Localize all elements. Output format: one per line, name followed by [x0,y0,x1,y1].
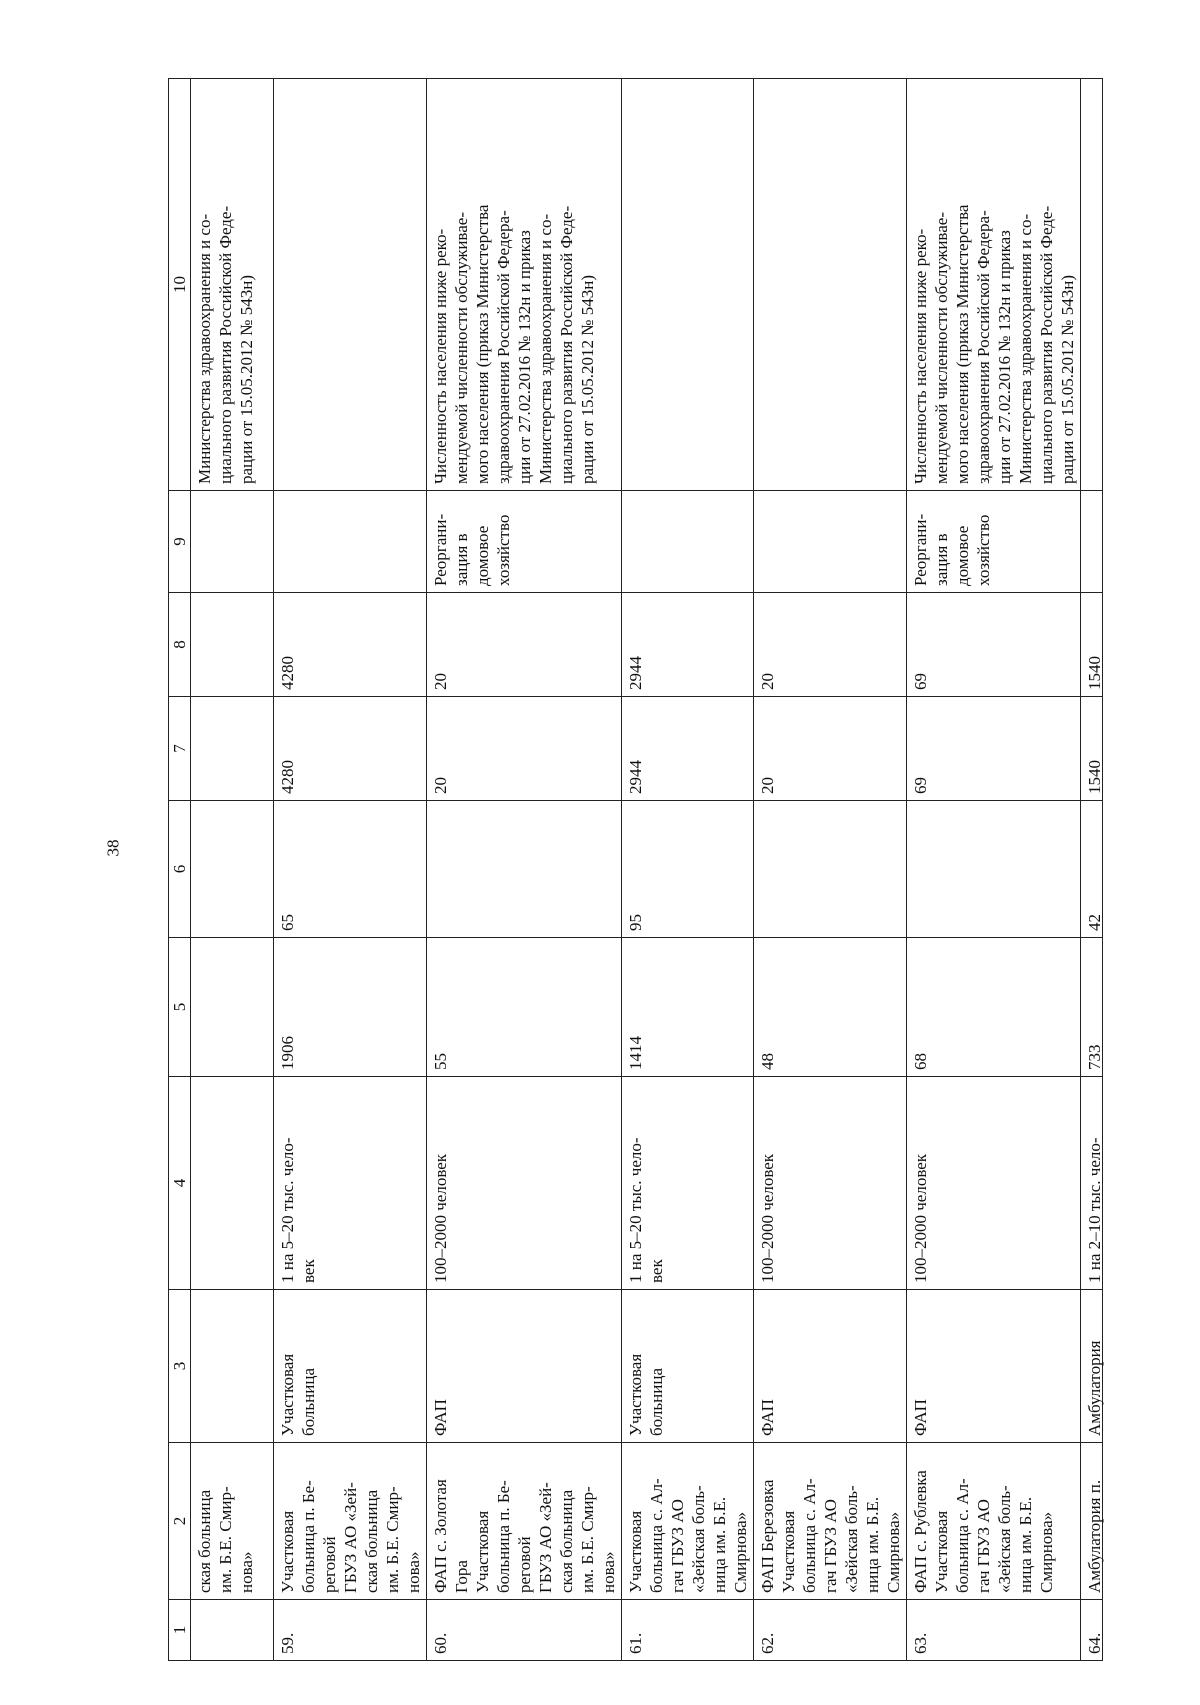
cell-text: 100–2000 человек [758,1153,777,1283]
cell-name [427,1443,622,1600]
cell-c8 [754,593,907,697]
cell-type [1081,1290,1103,1443]
cell-note [754,79,907,491]
cell-c5 [1081,938,1103,1077]
cell-c5 [622,938,754,1077]
facilities-table [168,78,1103,1661]
cell-c5 [191,938,274,1077]
cell-c6 [274,801,427,938]
cell-text: ФАП [758,1399,777,1436]
cell-name [754,1443,907,1600]
col-header: 4 [169,1077,191,1290]
cell-type [754,1290,907,1443]
cell-c9 [754,491,907,593]
cell-c9 [1081,491,1103,593]
col-header: 3 [169,1290,191,1443]
cell-text: ФАП Березовка Участковая больница с. Ал- гач ГБУЗ АО «Зейская боль- ница им. Б.Е. Смирнова» [758,1478,903,1593]
cell-text: Амбулатория [1085,1340,1104,1436]
cell-name [1081,1443,1103,1600]
cell-num [1081,1600,1103,1661]
cell-text: 1540 [1085,656,1104,690]
table-row [907,79,1081,1661]
cell-num [622,1600,754,1661]
cell-c5 [427,938,622,1077]
table-row [191,79,274,1661]
col-header: 1 [169,1600,191,1661]
col-header: 6 [169,801,191,938]
cell-note [907,79,1081,491]
column-number-header [169,79,191,1661]
table-row [622,79,754,1661]
cell-c7 [274,697,427,801]
cell-name [907,1443,1081,1600]
cell-text: 65 [278,914,297,931]
cell-c8 [191,593,274,697]
cell-norm [622,1077,754,1290]
cell-text: 2944 [626,656,645,690]
cell-c8 [622,593,754,697]
table-row [274,79,427,1661]
col-header: 8 [169,593,191,697]
cell-text: 68 [911,1053,930,1070]
cell-text: Участковая больница с. Ал- гач ГБУЗ АО «Зейская боль- ница им. Б.Е. Смирнова» [626,1478,750,1593]
cell-text: 733 [1085,1044,1104,1070]
cell-norm [907,1077,1081,1290]
cell-text: 4280 [278,656,297,690]
cell-c6 [427,801,622,938]
cell-text: 95 [626,914,645,931]
cell-text: 1906 [278,1036,297,1070]
cell-c8 [274,593,427,697]
cell-text: ФАП [911,1399,930,1436]
col-header: 7 [169,697,191,801]
cell-c5 [754,938,907,1077]
cell-text: Реоргани- зация в домовое хозяйство [431,513,513,586]
cell-norm [427,1077,622,1290]
cell-text: 20 [431,673,450,690]
cell-text: Участковая больница [278,1353,318,1436]
cell-c5 [274,938,427,1077]
cell-text: Участковая больница п. Бе- реговой ГБУЗ АО «Зей- ская больница им. Б.Е. Смир- нова» [278,1480,423,1593]
cell-text: Реоргани- зация в домовое хозяйство [911,513,993,586]
cell-num [191,1600,274,1661]
cell-text: 100–2000 человек [911,1153,930,1283]
cell-text: 4280 [278,760,297,794]
cell-text: Министерства здравоохранения и со- циального развития Российской Феде- рации от 15.05.2012 № 543н) [195,205,256,484]
cell-c5 [907,938,1081,1077]
cell-text: ФАП с. Золотая Гора Участковая больница п. Бе- реговой ГБУЗ АО «Зей- ская больница им. Б.Е. Смир- нова» [431,1479,618,1593]
cell-text: Численность населения ниже реко- мендуемой численности обслуживае- мого населения (приказ Министерства здравоохранения Российской Федера- ции от 27.02.2016 № 132н и приказ Министерства здравоохранения и со- циального развития Российской Феде- рации от 15.05.2012 № 543н) [431,204,597,484]
cell-type [622,1290,754,1443]
cell-name [274,1443,427,1600]
cell-norm [754,1077,907,1290]
cell-c7 [427,697,622,801]
cell-num [907,1600,1081,1661]
cell-text: 61. [626,1632,645,1654]
cell-c6 [907,801,1081,938]
cell-c8 [907,593,1081,697]
cell-note [1081,79,1103,491]
cell-text: ФАП [431,1399,450,1436]
cell-c7 [622,697,754,801]
cell-type [427,1290,622,1443]
cell-c6 [754,801,907,938]
col-header: 10 [169,79,191,491]
cell-text: Численность населения ниже реко- мендуемой численности обслуживае- мого населения (приказ Министерства здравоохранения Российской Федера- ции от 27.02.2016 № 132н и приказ Министерства здравоохранения и со- циального развития Российской Феде- рации от 15.05.2012 № 543н) [911,204,1077,484]
cell-num [274,1600,427,1661]
cell-name [622,1443,754,1600]
cell-text: 1 на 5–20 тыс. чело- век [626,1137,666,1283]
cell-text: 100–2000 человек [431,1153,450,1283]
cell-name [191,1443,274,1600]
page-number: 38 [103,839,123,857]
cell-text: 20 [758,777,777,794]
cell-num [754,1600,907,1661]
rotated-table-frame [168,79,1104,1661]
cell-num [427,1600,622,1661]
table-row [1081,79,1103,1661]
cell-note [622,79,754,491]
cell-text: 69 [911,673,930,690]
cell-note [191,79,274,491]
cell-norm [1081,1077,1103,1290]
cell-c7 [754,697,907,801]
cell-text: 1 на 5–20 тыс. чело- век [278,1137,318,1283]
cell-type [274,1290,427,1443]
cell-type [191,1290,274,1443]
cell-c7 [1081,697,1103,801]
cell-text: 2944 [626,760,645,794]
cell-norm [191,1077,274,1290]
cell-c7 [191,697,274,801]
cell-text: 62. [758,1632,777,1654]
cell-text: 60. [431,1632,450,1654]
cell-text: 20 [431,777,450,794]
cell-type [907,1290,1081,1443]
cell-c9 [274,491,427,593]
cell-text: 55 [431,1053,450,1070]
cell-text: 63. [911,1632,930,1654]
cell-text: 69 [911,777,930,794]
table-row [754,79,907,1661]
cell-c8 [1081,593,1103,697]
cell-text: Участковая больница [626,1353,666,1436]
cell-text: 20 [758,673,777,690]
cell-text: 1540 [1085,760,1104,794]
cell-c9 [191,491,274,593]
cell-c6 [622,801,754,938]
table-row [427,79,622,1661]
cell-note [427,79,622,491]
cell-text: 42 [1085,914,1104,931]
cell-c9 [907,491,1081,593]
cell-c8 [427,593,622,697]
cell-c9 [427,491,622,593]
col-header: 2 [169,1443,191,1600]
cell-norm [274,1077,427,1290]
col-header: 5 [169,938,191,1077]
col-header: 9 [169,491,191,593]
cell-text: 48 [758,1053,777,1070]
cell-note [274,79,427,491]
cell-text: ская больница им. Б.Е. Смир- нова» [195,1486,256,1593]
cell-text: 64. [1085,1632,1104,1654]
cell-text: 59. [278,1632,297,1654]
cell-c6 [191,801,274,938]
cell-text: 1414 [626,1036,645,1070]
cell-c7 [907,697,1081,801]
cell-text: Амбулатория п. [1085,1479,1104,1593]
cell-text: ФАП с. Рублевка Участковая больница с. Ал- гач ГБУЗ АО «Зейская боль- ница им. Б.Е. Смирнова» [911,1470,1056,1593]
cell-text: 1 на 2–10 тыс. чело- [1085,1137,1104,1283]
cell-c6 [1081,801,1103,938]
cell-c9 [622,491,754,593]
